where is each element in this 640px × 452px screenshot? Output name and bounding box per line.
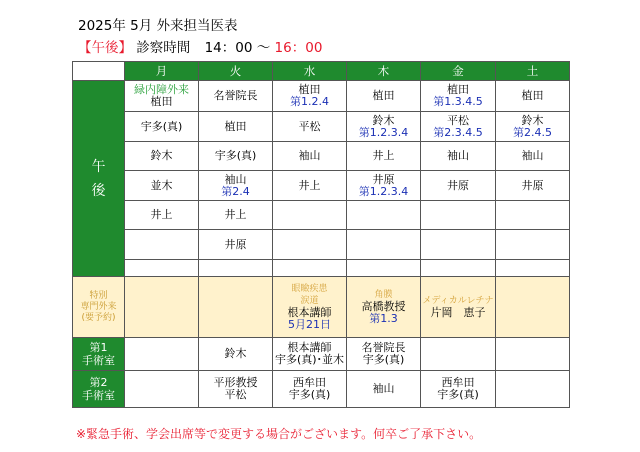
operating-room-1-row — [73, 338, 570, 371]
cell-wed — [273, 81, 347, 112]
cell-tue — [199, 81, 273, 112]
cell-wed — [273, 230, 347, 260]
cell-fri — [421, 371, 496, 408]
change-notice: ※緊急手術、学会出席等で変更する場合がございます。何卒ご了承下さい。 — [76, 427, 482, 441]
cell-fri — [421, 277, 496, 338]
doctor-name: 井原 — [372, 172, 395, 186]
clinic-type: 涙道 — [300, 296, 319, 306]
cell-fri — [421, 201, 496, 230]
doctor-name: 植田 — [298, 83, 321, 96]
cell-mon — [125, 277, 199, 338]
cell-wed — [273, 201, 347, 230]
day-header-mon: 月 — [125, 62, 199, 81]
doctor-name: 片岡 恵子 — [430, 306, 486, 319]
cell-wed — [273, 142, 347, 171]
cell-mon — [125, 171, 199, 201]
doctor-name: 植田 — [224, 119, 247, 133]
cell-wed — [273, 112, 347, 142]
doctor-name: 植田 — [521, 89, 544, 102]
cell-thu — [347, 201, 421, 230]
week-numbers: 第1.2.4 — [290, 95, 329, 108]
doctor-name: 平松 — [298, 119, 321, 133]
cell-wed — [273, 260, 347, 277]
week-numbers: 第1.3.4.5 — [433, 95, 483, 108]
cell-mon — [125, 142, 199, 171]
cell-fri — [421, 81, 496, 112]
day-header-tue: 火 — [199, 62, 273, 81]
doctor-name: 宇多(真) — [362, 353, 405, 366]
cell-thu — [347, 171, 421, 201]
cell-mon — [125, 201, 199, 230]
cell-fri — [421, 230, 496, 260]
time-tilde: ～ — [256, 40, 271, 56]
doctor-name: 宇多(真) — [288, 388, 331, 401]
afternoon-label-line: 後 — [91, 182, 106, 199]
cell-sat — [496, 260, 570, 277]
doctor-name: 井原 — [447, 178, 469, 192]
week-numbers: 第2.4 — [221, 184, 250, 198]
cell-thu — [347, 81, 421, 112]
doctor-name: 宇多(真) — [437, 388, 479, 401]
cell-mon — [125, 112, 199, 142]
special-clinic-row — [73, 277, 570, 338]
special-label-line: 専門外来 — [80, 301, 117, 312]
cell-sat — [496, 338, 570, 371]
cell-sat — [496, 201, 570, 230]
doctor-name: 袖山 — [298, 149, 321, 162]
cell-thu — [347, 277, 421, 338]
cell-tue — [199, 230, 273, 260]
doctor-name: 井上 — [372, 149, 395, 162]
doctor-name: 西牟田 — [441, 376, 475, 389]
cell-thu — [347, 142, 421, 171]
doctor-name: 井原 — [521, 178, 544, 192]
op-label-line: 手術室 — [82, 354, 115, 367]
cell-sat — [496, 171, 570, 201]
cell-thu — [347, 338, 421, 371]
special-label-line: (要予約) — [81, 312, 116, 323]
cell-mon — [125, 338, 199, 371]
doctor-name: 植田 — [372, 89, 395, 102]
doctor-name: 井原 — [224, 237, 247, 251]
doctor-name: 井上 — [298, 178, 321, 192]
clinic-type: 緑内障外来 — [134, 83, 189, 96]
doctor-name: 植田 — [150, 95, 173, 108]
table-row — [73, 260, 570, 277]
clinic-type: 角膜 — [374, 290, 393, 300]
day-header-thu: 木 — [347, 62, 421, 81]
doctor-name: 平松 — [224, 388, 247, 401]
time-start: 14：00 — [204, 40, 253, 56]
operating-room-2-label — [73, 371, 125, 408]
session-hours — [78, 36, 322, 56]
doctor-name: 宇多(真) — [140, 119, 183, 133]
week-numbers: 第2.3.4.5 — [433, 125, 483, 139]
operating-room-2-row — [73, 371, 570, 408]
cell-fri — [421, 260, 496, 277]
cell-mon — [125, 260, 199, 277]
session-bracket-open: 【 — [78, 40, 92, 56]
doctor-name: 高橋教授 — [361, 300, 406, 313]
day-header-sat: 土 — [496, 62, 570, 81]
cell-tue — [199, 260, 273, 277]
doctor-name: 根本講師 — [287, 341, 332, 354]
doctor-name: 並木 — [150, 178, 173, 192]
session-bracket-close: 】 — [118, 40, 132, 56]
cell-sat — [496, 81, 570, 112]
table-row — [73, 142, 570, 171]
week-numbers: 第2.4.5 — [513, 125, 552, 139]
doctor-name: 鈴木 — [224, 347, 247, 360]
table-row — [73, 112, 570, 142]
cell-tue — [199, 201, 273, 230]
cell-fri — [421, 171, 496, 201]
special-clinic-label — [73, 277, 125, 338]
op-label-line: 第1 — [89, 341, 108, 354]
cell-wed — [273, 277, 347, 338]
cell-fri — [421, 142, 496, 171]
day-header-wed: 水 — [273, 62, 347, 81]
week-numbers: 第1.2.3.4 — [358, 125, 409, 139]
cell-mon — [125, 371, 199, 408]
cell-wed — [273, 371, 347, 408]
doctor-name: 根本講師 — [287, 306, 332, 319]
op-label-line: 手術室 — [82, 389, 115, 402]
doctor-name: 袖山 — [447, 149, 469, 162]
cell-sat — [496, 142, 570, 171]
week-numbers: 第1.2.3.4 — [358, 184, 409, 198]
table-row — [73, 171, 570, 201]
doctor-name: 袖山 — [372, 382, 395, 395]
doctor-name: 鈴木 — [372, 113, 395, 127]
time-end: 16：00 — [274, 40, 323, 56]
clinic-type: 眼瞼疾患 — [291, 284, 328, 294]
cell-tue — [199, 338, 273, 371]
afternoon-label-line: 午 — [91, 158, 106, 175]
cell-sat — [496, 112, 570, 142]
doctor-name: 植田 — [447, 83, 469, 96]
doctor-name: 井上 — [150, 208, 173, 221]
doctor-name: 平形教授 — [213, 376, 258, 389]
doctor-name: 名誉院長 — [213, 89, 258, 102]
doctor-name: 平松 — [447, 113, 469, 127]
doctor-name: 袖山 — [521, 149, 544, 162]
op-label-line: 第2 — [89, 376, 108, 389]
page-title: 2025年 5月 外来担当医表 — [78, 18, 238, 34]
cell-fri — [421, 338, 496, 371]
day-header-fri: 金 — [421, 62, 496, 81]
session-name: 午後 — [91, 40, 119, 56]
doctor-name: 宇多(真)･並木 — [274, 353, 345, 366]
table-row — [73, 230, 570, 260]
hours-label: 診察時間 — [136, 40, 191, 56]
cell-wed — [273, 171, 347, 201]
cell-tue — [199, 142, 273, 171]
doctor-name: 鈴木 — [150, 149, 173, 162]
cell-sat — [496, 277, 570, 338]
cell-tue — [199, 371, 273, 408]
special-label-line: 特別 — [89, 290, 108, 301]
day-header-row — [73, 62, 570, 81]
doctor-name: 宇多(真) — [214, 149, 257, 162]
doctor-name: 鈴木 — [521, 113, 544, 127]
clinic-type: メディカルレチナ — [422, 296, 494, 306]
cell-thu — [347, 371, 421, 408]
cell-fri — [421, 112, 496, 142]
schedule-table — [72, 61, 570, 408]
table-row — [73, 201, 570, 230]
cell-thu — [347, 260, 421, 277]
clinic-date: 5月21日 — [288, 318, 331, 331]
week-numbers: 第1.3 — [369, 312, 398, 325]
header-corner — [73, 62, 125, 81]
doctor-name: 袖山 — [224, 172, 247, 186]
table-row — [73, 81, 570, 112]
cell-thu — [347, 112, 421, 142]
cell-tue — [199, 171, 273, 201]
afternoon-label — [73, 81, 125, 277]
cell-mon — [125, 230, 199, 260]
cell-sat — [496, 371, 570, 408]
doctor-name: 西牟田 — [293, 376, 326, 389]
doctor-name: 名誉院長 — [361, 341, 406, 354]
cell-thu — [347, 230, 421, 260]
cell-sat — [496, 230, 570, 260]
cell-wed — [273, 338, 347, 371]
cell-tue — [199, 112, 273, 142]
doctor-name: 井上 — [224, 208, 247, 221]
operating-room-1-label — [73, 338, 125, 371]
cell-tue — [199, 277, 273, 338]
cell-mon — [125, 81, 199, 112]
